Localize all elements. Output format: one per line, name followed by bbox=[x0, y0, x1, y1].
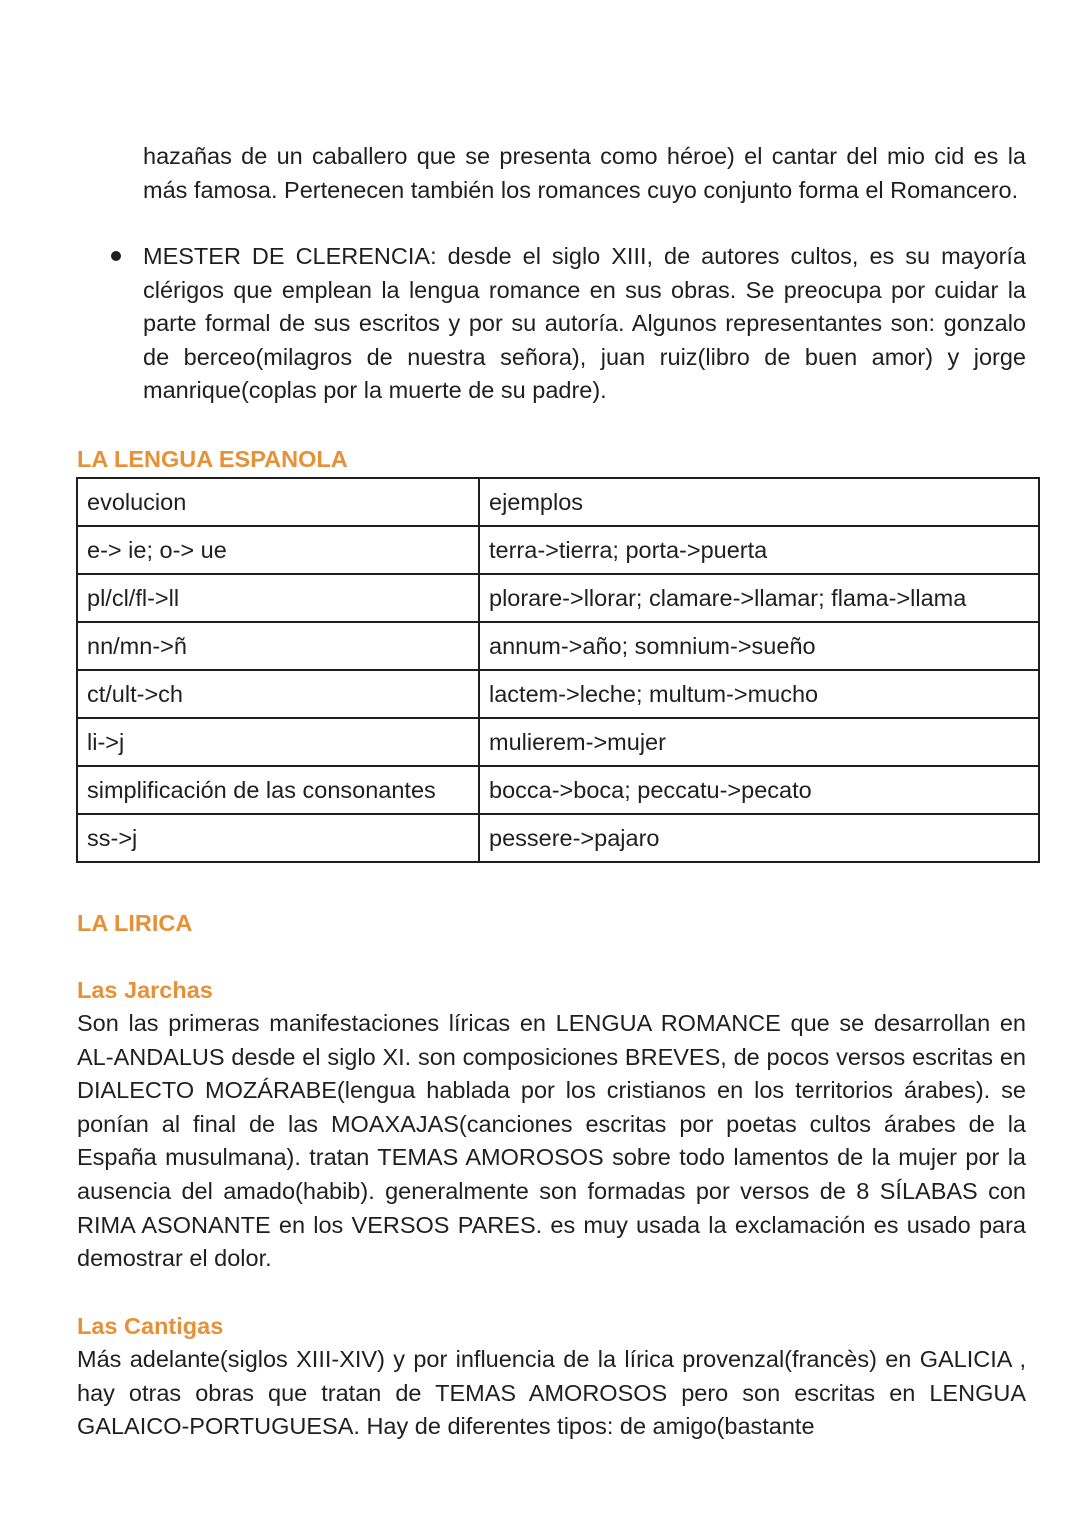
table-cell: pessere->pajaro bbox=[479, 814, 1039, 862]
table-cell: mulierem->mujer bbox=[479, 718, 1039, 766]
table-row bbox=[77, 718, 1039, 766]
table-cell: ss->j bbox=[77, 814, 479, 862]
evolution-table bbox=[76, 477, 1040, 863]
table-cell: pl/cl/fl->ll bbox=[77, 574, 479, 622]
table-header-row bbox=[77, 478, 1039, 526]
table-cell: ct/ult->ch bbox=[77, 670, 479, 718]
table-cell: plorare->llorar; clamare->llamar; flama->llama bbox=[479, 574, 1039, 622]
table-header-cell: evolucion bbox=[77, 478, 479, 526]
table-row bbox=[77, 526, 1039, 574]
subheading-jarchas: Las Jarchas bbox=[77, 977, 213, 1003]
section-heading-lirica: LA LIRICA bbox=[77, 910, 193, 936]
table-row bbox=[77, 814, 1039, 862]
section-heading-lengua: LA LENGUA ESPANOLA bbox=[77, 446, 348, 472]
subheading-cantigas: Las Cantigas bbox=[77, 1313, 224, 1339]
table-cell: bocca->boca; peccatu->pecato bbox=[479, 766, 1039, 814]
epica-continuation-paragraph: hazañas de un caballero que se presenta como héroe) el cantar del mio cid es la más famosa. Pertenecen también los romances cuyo conjunto forma el Romancero. bbox=[143, 143, 1026, 203]
table-row bbox=[77, 622, 1039, 670]
table-cell: terra->tierra; porta->puerta bbox=[479, 526, 1039, 574]
table-row bbox=[77, 574, 1039, 622]
jarchas-paragraph: Son las primeras manifestaciones líricas en LENGUA ROMANCE que se desarrollan en AL-ANDALUS desde el siglo XI. son composiciones BREVES, de pocos versos escritas en DIALECTO MOZÁRABE(lengua hablada por los cristianos en los territorios árabes). se ponían al final de las MOAXAJAS(canciones escritas por poetas cultos árabes de la España musulmana). tratan TEMAS AMOROSOS sobre todo lamentos de la mujer por la ausencia del amado(habib). generalmente son formadas por versos de 8 SÍLABAS con RIMA ASONANTE en los VERSOS PARES. es muy usada la exclamación es usado para demostrar el dolor. bbox=[77, 1010, 1026, 1272]
table-cell: nn/mn->ñ bbox=[77, 622, 479, 670]
table-cell: annum->año; somnium->sueño bbox=[479, 622, 1039, 670]
table-row bbox=[77, 670, 1039, 718]
mester-de-clerencia-item: MESTER DE CLERENCIA: desde el siglo XIII, de autores cultos, es su mayoría clérigos que emplean la lengua romance en sus obras. Se preocupa por cuidar la parte formal de sus escritos y por su autoría. Algunos representantes son: gonzalo de berceo(milagros de nuestra señora), juan ruiz(libro de buen amor) y jorge manrique(coplas por la muerte de su padre). bbox=[143, 243, 1026, 404]
table-row bbox=[77, 766, 1039, 814]
bullet-icon bbox=[111, 251, 121, 261]
table-header-cell: ejemplos bbox=[479, 478, 1039, 526]
table-cell: simplificación de las consonantes bbox=[77, 766, 479, 814]
cantigas-paragraph: Más adelante(siglos XIII-XIV) y por influencia de la lírica provenzal(francès) en GALICIA , hay otras obras que tratan de TEMAS AMOROSOS pero son escritas en LENGUA GALAICO-PORTUGUESA. Hay de diferentes tipos: de amigo(bastante bbox=[77, 1346, 1026, 1440]
table-cell: e-> ie; o-> ue bbox=[77, 526, 479, 574]
table-cell: li->j bbox=[77, 718, 479, 766]
table-cell: lactem->leche; multum->mucho bbox=[479, 670, 1039, 718]
